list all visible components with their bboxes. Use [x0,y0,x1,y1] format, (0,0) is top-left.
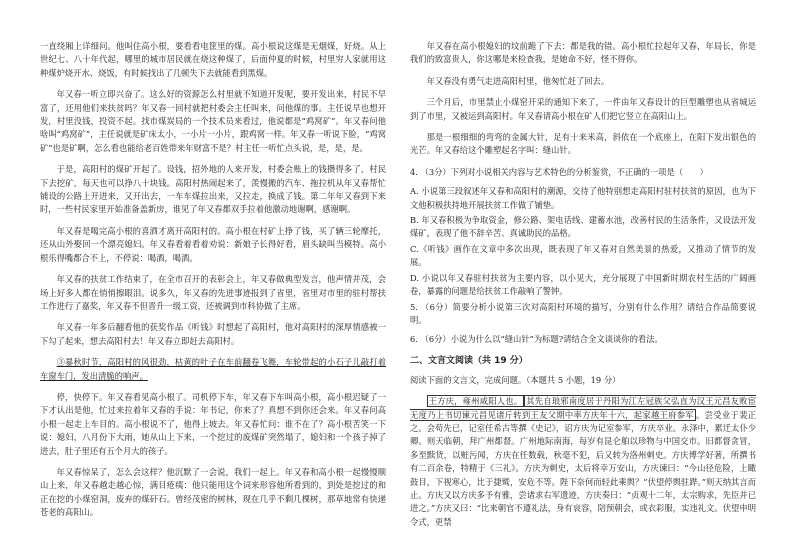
boxed-passage-segment: 其先自琅邪南度居于丹阳为江左冠族父弘直为汉王元昌友败宦无度乃上书切谏元昌见诸斤转到王友父期中率方庆年十六，起家越王府参军 [410,396,756,420]
left-paragraph-1: 年又春一听立即兴奋了。这么好的资源怎么村里就不知道开发呢，要开发出来，村民不早富了，还用他们来扶贫吗？年又春一回村就把村委会主任叫来，问他煤的事。主任说早也想开发，村里没钱，投资不起。找市煤炭局的一个技术员来看过，他说都是“鸡窝矿”。年又春问他啥叫“鸡窝矿”，主任说就是矿床太小，一小片一小片，跟鸡窝一样。年又春一听说下脸，“鸡窝矿”也是矿啊，怎么看也能给老百姓带来年财富不是？村主任一听忙点头说，是，是，是。 [40,89,386,153]
right-paragraph-3: 那是一根细细的弯弯的金属大针，足有十来米高，斜依在一个底座上，在阳下发出银色的光芒。年又春给这个雕塑起名字叫：缝山针。 [410,132,756,156]
question-6: 6. （6分）小说为什么以“缝山针”为标题?请结合全文谈谈你的看法。 [410,334,663,345]
question-4-option-b: B. 年又春积极为争取资金，修公路、架电话线、建蓄水池，改善村民的生活条件，又设法开发煤矿，表现了他不辞辛苦、真诚助民的品格。 [410,215,756,239]
left-paragraph-5: 年又春一年多后翻看他的获奖作品《听钱》时想起了高阳村，他对高阳村的深厚情感被一下勾了起来，想去高阳村去！年又春立即赶去高阳村。 [40,322,386,346]
classical-passage [410,395,756,529]
left-paragraph-2: 于是，高阳村的煤矿开起了。设钱，招外地的人来开发，村委会账上的钱攒得多了，村民下去挖矿，每天也可以挣八十块钱。高阳村热闹起来了，羡慢搬的汽车、拖拉机从年又春帮忙铺设的公路上开进来，又开出去，一车车煤拉出来，又拉走，换成了钱。第二年年又春到下来时，一些村民家里开始准备盖新房，谁见了年又春都双手拉着他激动地谢啊，感谢啊。 [40,164,386,215]
section-2-title: 二、文言文阅读（共 19 分） [410,355,528,366]
left-paragraph-6-underlined: ③暴秋时节，高阳村的风很劲，枯黄的叶子在车前翻卷飞舞，车轮带起的小石子儿敲打着车窗车门，发出清脆的响声。 [40,357,386,381]
left-paragraph-4: 年又春的扶贫工作结束了，在全市召开的表彰会上，年又春做典型发言，他声情并茂，会场上好多人都在悄悄擦眼泪。说多久，年又春的先进事迹报到了省里，省里对市里的驻村帮扶工作进行了嘉奖，年又春不但晋升一级工资，还被调到市科协做了主席。 [40,274,386,311]
right-paragraph-2: 三个月后，市里禁止小煤窑开采的通知下来了，一件由年又春设计的巨型雕塑也从省城运到了市里，又被运到高阳村。年又春请高小根在矿人们把它竖立在高阳山上。 [410,97,756,121]
left-paragraph-3: 年又春是喝完高小根的喜酒才离开高阳村的。高小根在村矿上挣了钱，买了辆三轮摩托，还从山外娶回一个漂亮媳妇。年又春看着看着劝说：新娘子长得好看，眉头缺叫当模特。高小根乐得嘴都合不上，不停说：喝酒，喝酒。 [40,225,386,263]
question-4 [410,166,756,299]
section-2-intro: 阅读下面的文言文，完成问题。（本题共 5 小题，19 分） [410,374,621,385]
question-4-option-d: D. 小说以年又春驻村扶贫为主要内容，以小见大，充分展现了中国新时期农村生活的广阔画卷，暴露的问题是给扶贫工作敲响了警钟。 [410,272,756,297]
right-paragraph-0: 年又春在高小根媳妇的坟前跪了下去：都是我的错。高小根忙拉起年又春，年局长，你是我们的致富贵人，你这哪是来检查我，是她命不好，怪不得你。 [410,41,756,65]
question-4-stem: 4. （3分）下列对小说相关内容与艺术特色的分析鉴赏，不正确的一项是（ ） [410,166,708,177]
left-paragraph-0: 一直绕厢上详细问。他叫住高小根，要看看电筐里的煤。高小根说这煤是无烟煤，好烧。从上世纪七、八十年代起，哪里的城市居民就在烧这种煤了，后面仲夏的时候，村里穷人家就用这种煤炉烧开水、烧饭，有时候找出了几顿失下去就能看到黑煤。 [40,41,386,78]
question-4-option-c: C.《听钱》画作在文章中多次出现，既表现了年又春对自然美景的热爱，又推动了情节的发展。 [410,243,756,268]
left-column [40,40,386,528]
passage-rest: 。尝受业于裴正之。会苟先已，记室任希古等撰《史记》，诏方庆为记室参军，方庆卒业。永泽中，累迁太仆少卿。则天临朝，拜广州都督。广州地际南海，每岁有昆仑舶以珍物与中国交市。旧都督贪冒，多至黩货，以赃污闻，方庆在任数载，秋毫不犯，后又转为洛州刺史。方庆博学好著，所撰书有二百余卷，特精于《三礼》。方庆为刺史，太后将幸万安山，方庆谏曰：“今山径危险，上瞰鼓目，下视寒心，比于捷鹫，安危不等。陛下奈何而轻此乘舆？”伏望停舆驻跸。”则天纳其言而止。方庆又以方庆多予有雅，尝诸求右军遗迹，方庆奏曰：“贞观十二年，太宗购求，先臣并已进之。”方庆又曰：“比来朝官不遵礼法，身有哀容，陪预朝会，或衣彩服，实违礼文。伏望申明令式，更禁 [410,409,756,527]
boxed-name: 王方庆，雍州咸阳人也。 [428,396,523,407]
question-5: 5. （6分）简要分析小说第三次对高阳村环境的描写，分别有什么作用？请结合作品简要说明。 [410,301,756,325]
right-paragraph-1: 年又春没有勇气走进高阳村里，他匆忙赶了回去。 [426,75,610,86]
question-4-option-a: A. 小说第三段叙述年又春和高阳村的潮源，交待了他特别想走高阳村驻村扶贫的原因，也为下文他积极扶持地开展扶贫工作做了铺垫。 [410,186,756,210]
right-column [410,40,756,537]
left-paragraph-7: 停，快停下。年又春看见高小根了。司机停下车，年又春下车叫高小根，高小根迟疑了一下才认出是他，忙过来拉着年又春的手说：年书记，你来了？真想不到你还会来。年又春问高小根一起走上车目的。高小根说不了，他得上坡去。年又春忙问：谁不在了？高小根苦笑一下说：媳妇，八月份下大雨，她从山上下来，一个挖过的废煤矿突然塌了，媳妇和一个孩子掉了进去，肚子里还有五个月大的孩子。 [40,391,386,456]
left-paragraph-8: 年又春惊呆了，怎么会这样？他沉默了一会说，我们一起上。年又春和高小根一起慢慢顺山上来，年又春越走越心惊，满目疮痍：他只能用这个词来形容他所看到的，到处是挖过的和正在挖的小煤窑洞，废弃的煤矸石。曾经茂密的树林，现在几乎不剩几棵树，那草地常有快递苍老的高阳山。 [40,466,386,518]
